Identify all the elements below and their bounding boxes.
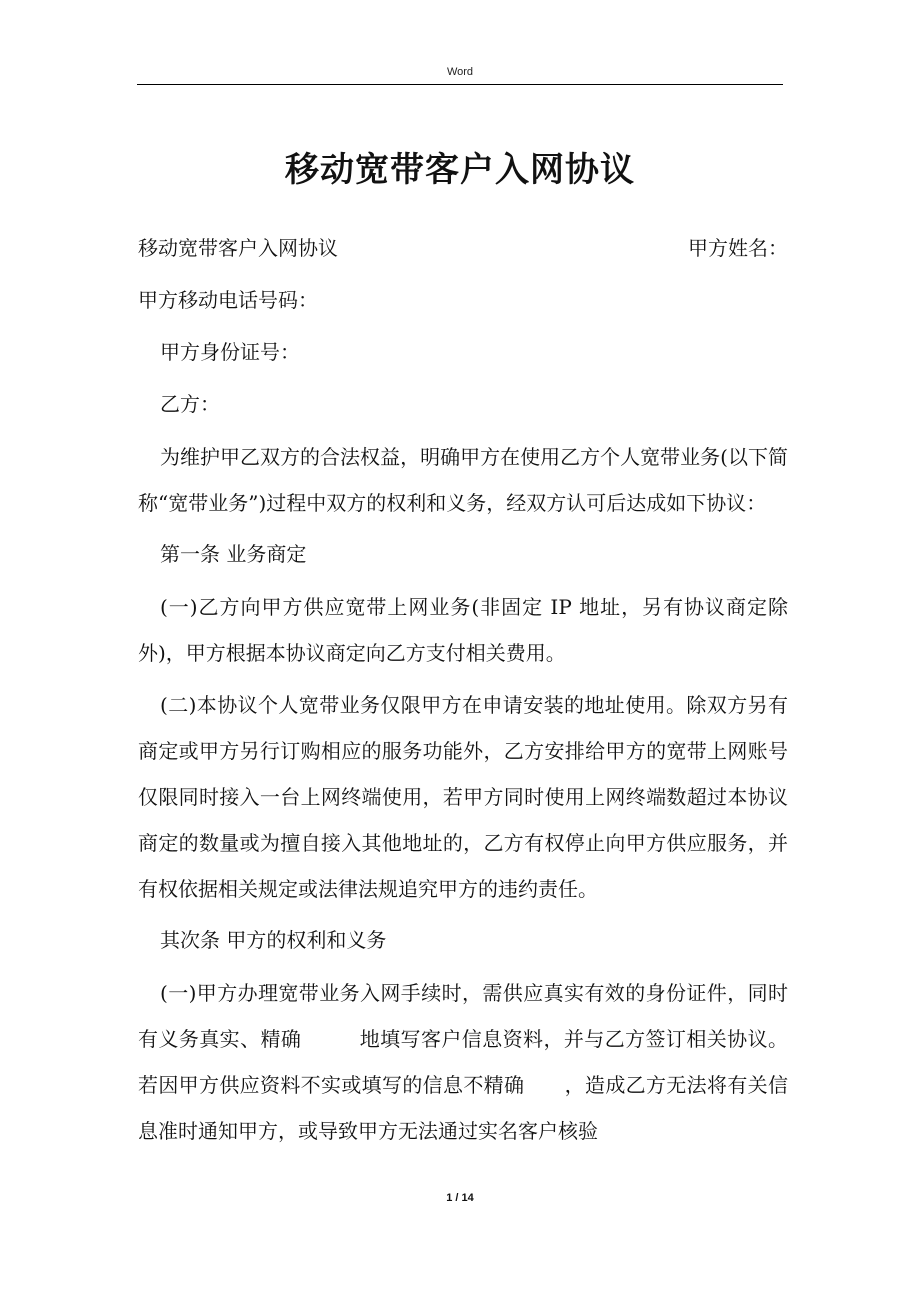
page-number: 1 / 14 [446,1192,474,1204]
document-body [138,226,788,1160]
article-1-heading: 第一条 业务商定 [160,542,307,566]
article-2-clause-1 [138,970,788,1154]
intro-left-text: 移动宽带客户入网协议 [138,236,338,260]
party-a-id-label: 甲方身份证号： [160,340,300,364]
header-divider [137,84,783,85]
party-b-label: 乙方： [160,392,220,416]
document-title: 移动宽带客户入网协议 [285,150,635,190]
party-a-name-label: 甲方姓名： [688,236,788,260]
document-header-label: Word [446,66,474,78]
article-2-clause-1-part-c: ，造成乙方无法将有关信息准时通知甲方，或导致甲方无法通过实名客户核验 [138,1073,789,1143]
preamble-paragraph: 为维护甲乙双方的合法权益，明确甲方在使用乙方个人宽带业务(以下简称“宽带业务”)过程中双方的权利和义务，经双方认可后达成如下协议： [138,445,788,515]
article-2-heading: 其次条 甲方的权利和义务 [160,928,387,952]
article-1-clause-1: (一)乙方向甲方供应宽带上网业务(非固定 IP 地址，另有协议商定除外)，甲方根据本协议商定向乙方支付相关费用。 [138,595,788,665]
article-1-clause-2: (二)本协议个人宽带业务仅限甲方在申请安装的地址使用。除双方另有商定或甲方另行订购相应的服务功能外，乙方安排给甲方的宽带上网账号仅限同时接入一台上网终端使用，若甲方同时使用上网终端数超过本协议商定的数量或为擅自接入其他地址的，乙方有权停止向甲方供应服务，并有权依据相关规定或法律法规追究甲方的违约责任。 [138,693,788,901]
party-a-phone-label: 甲方移动电话号码： [138,288,318,312]
intro-line [138,226,788,278]
article-2-clause-1-part-a: (一)甲方办理宽带业务入网手续时，需供应真实有效的身份证件，同时有义务真实、精确 [138,981,788,1051]
article-2-clause-1-part-b: 地填写客户信息资料，并与乙方签订相关协议。若因甲方供应资料不实或填写的信息不精确 [138,1027,789,1097]
